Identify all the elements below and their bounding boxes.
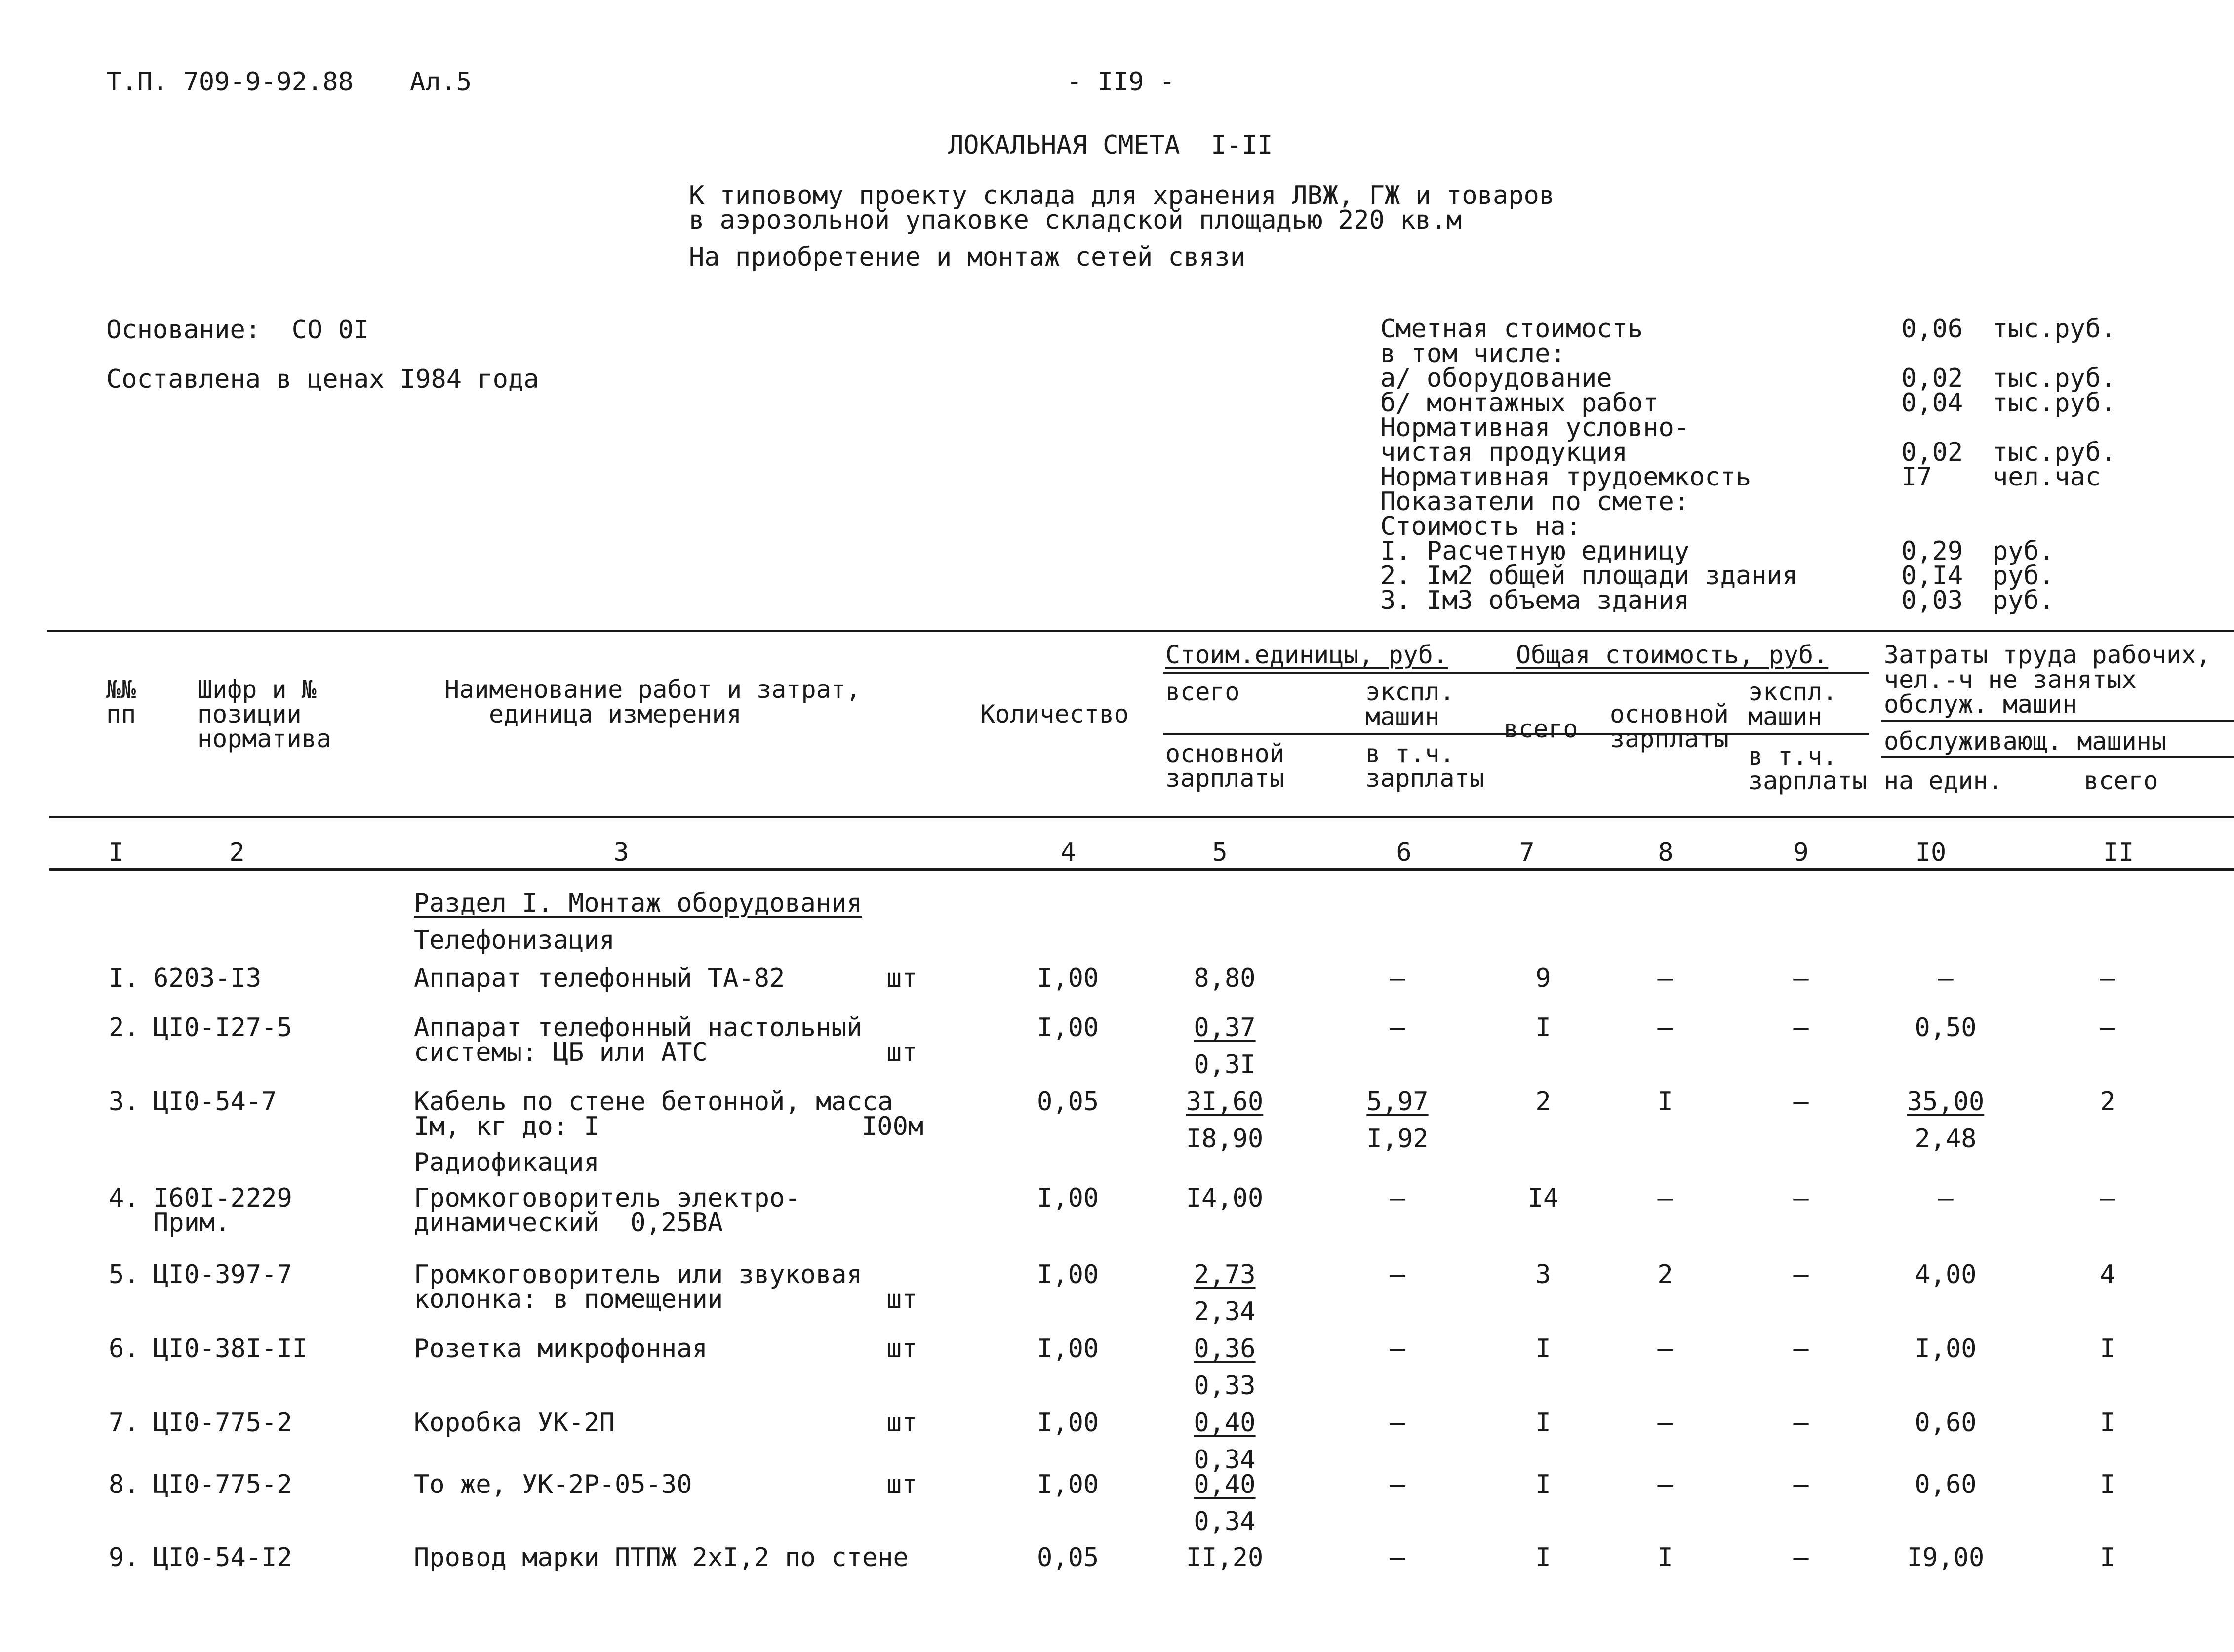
document-title: ЛОКАЛЬНАЯ СМЕТА I-II — [948, 130, 1273, 160]
row-machine-cost: – — [1390, 964, 1405, 993]
row-labor-machine: 2,48 — [1915, 1124, 1977, 1154]
row-total-machine: – — [1793, 964, 1809, 993]
summary-unit: тыс.руб. — [1993, 314, 2116, 344]
row-code: ЦI0-54-I2 — [153, 1543, 292, 1572]
row-number: 2. — [109, 1013, 140, 1043]
row-total-machine: – — [1793, 1470, 1809, 1499]
header-c11: всего — [2084, 766, 2158, 795]
row-total-machine: – — [1793, 1013, 1809, 1043]
row-total-wages: – — [1657, 1334, 1673, 1364]
row-total-machine: – — [1793, 1408, 1809, 1438]
row-unit: шт — [886, 964, 918, 993]
row-quantity: I,00 — [1037, 1334, 1099, 1364]
header-labor-3: обслуж. машин — [1884, 690, 2077, 719]
header-c9-bot-2: зарплаты — [1748, 766, 1867, 795]
row-unit-cost-wages: 0,34 — [1194, 1445, 1256, 1475]
summary-unit: тыс.руб. — [1993, 388, 2116, 418]
row-machine-wages: I,92 — [1366, 1124, 1429, 1154]
header-c7: всего — [1504, 715, 1578, 743]
summary-value: 0,I4 — [1901, 561, 1963, 591]
row-unit-cost-wages: I8,90 — [1186, 1124, 1264, 1154]
row-code: ЦI0-I27-5 — [153, 1013, 292, 1043]
row-total-cost: 9 — [1535, 964, 1551, 993]
row-labor-per-unit: 0,50 — [1915, 1013, 1977, 1043]
summary-label: Показатели по смете: — [1380, 487, 1690, 517]
header-code-2: позиции — [198, 700, 302, 728]
row-code: ЦI0-38I-II — [153, 1334, 308, 1364]
subtitle-line-2: в аэрозольной упаковке складской площадью 220 кв.м — [689, 205, 1462, 235]
summary-label: Сметная стоимость — [1380, 314, 1643, 344]
row-name: Розетка микрофонная — [414, 1334, 708, 1364]
column-number: I0 — [1915, 838, 1947, 867]
row-total-wages: I — [1657, 1087, 1673, 1117]
row-total-cost: I — [1535, 1470, 1551, 1499]
summary-label: I. Расчетную единицу — [1380, 536, 1690, 566]
row-quantity: I,00 — [1037, 1470, 1099, 1499]
column-number: 8 — [1658, 838, 1674, 867]
row-quantity: I,00 — [1037, 964, 1099, 993]
row-number: 6. — [109, 1334, 140, 1364]
header-labor-1: Затраты труда рабочих, — [1884, 641, 2211, 669]
row-quantity: I,00 — [1037, 1260, 1099, 1289]
row-unit: шт — [886, 1408, 918, 1438]
summary-value: 0,29 — [1901, 536, 1963, 566]
summary-value: 0,02 — [1901, 438, 1963, 467]
header-c9-top-1: экспл. — [1748, 678, 1837, 706]
header-code-1: Шифр и № — [198, 675, 317, 704]
row-unit-cost-total: 0,40 — [1194, 1470, 1256, 1499]
row-unit: шт — [886, 1038, 918, 1067]
row-number: 8. — [109, 1470, 140, 1499]
column-number: 9 — [1793, 838, 1809, 867]
header-quantity: Количество — [980, 700, 1129, 728]
header-c8-2: зарплаты — [1610, 725, 1729, 753]
summary-value: 0,03 — [1901, 586, 1963, 615]
row-labor-per-unit: – — [1938, 964, 1954, 993]
summary-unit: тыс.руб. — [1993, 363, 2116, 393]
row-code: 6203-I3 — [153, 964, 262, 993]
row-total-cost: I — [1535, 1543, 1551, 1572]
summary-label: чистая продукция — [1380, 438, 1628, 467]
summary-unit: руб. — [1993, 586, 2055, 615]
subsection-radio: Радиофикация — [414, 1148, 599, 1177]
header-c5-top: всего — [1165, 678, 1240, 706]
row-labor-total: 2 — [2100, 1087, 2115, 1117]
header-c6-bot-2: зарплаты — [1365, 764, 1484, 793]
row-quantity: 0,05 — [1037, 1543, 1099, 1572]
header-c6-bot-1: в т.ч. — [1365, 739, 1455, 768]
header-labor-2: чел.-ч не занятых — [1884, 665, 2137, 694]
row-total-wages: – — [1657, 1013, 1673, 1043]
row-number: 3. — [109, 1087, 140, 1117]
summary-unit: чел.час — [1993, 462, 2101, 492]
row-machine-cost: 5,97 — [1366, 1087, 1429, 1117]
row-quantity: I,00 — [1037, 1408, 1099, 1438]
section-title: Раздел I. Монтаж оборудования — [414, 888, 862, 918]
row-labor-per-unit: 35,00 — [1907, 1087, 1985, 1117]
row-labor-total: I — [2100, 1470, 2115, 1499]
row-name: динамический 0,25ВА — [414, 1208, 723, 1238]
summary-value: 0,06 — [1901, 314, 1963, 344]
row-name: Кабель по стене бетонной, масса — [414, 1087, 893, 1117]
row-total-wages: – — [1657, 1408, 1673, 1438]
row-labor-total: I — [2100, 1334, 2115, 1364]
column-numbers-rule — [49, 868, 2234, 871]
row-unit: шт — [886, 1470, 918, 1499]
row-name: системы: ЦБ или АТС — [414, 1038, 708, 1067]
row-unit-cost-total: 3I,60 — [1186, 1087, 1264, 1117]
summary-unit: тыс.руб. — [1993, 438, 2116, 467]
row-name: Провод марки ПТПЖ 2хI,2 по стене — [414, 1543, 909, 1572]
row-machine-cost: – — [1390, 1013, 1405, 1043]
row-unit-cost-total: 0,36 — [1194, 1334, 1256, 1364]
price-basis: Составлена в ценах I984 года — [106, 364, 539, 394]
header-labor-sub: обслуживающ. машины — [1884, 727, 2166, 756]
header-c6-top-1: экспл. — [1365, 678, 1455, 706]
row-quantity: I,00 — [1037, 1013, 1099, 1043]
summary-label: б/ монтажных работ — [1380, 388, 1659, 418]
header-c5-bot-2: зарплаты — [1165, 764, 1284, 793]
album-number: Ал.5 — [410, 67, 472, 97]
header-num-1: №№ — [106, 675, 136, 704]
row-total-cost: 3 — [1535, 1260, 1551, 1289]
summary-label: 3. Iм3 объема здания — [1380, 586, 1690, 615]
row-quantity: 0,05 — [1037, 1087, 1099, 1117]
subtitle-line-3: На приобретение и монтаж сетей связи — [689, 242, 1246, 272]
column-number: 3 — [613, 838, 629, 867]
row-number: 7. — [109, 1408, 140, 1438]
row-machine-cost: – — [1390, 1183, 1405, 1213]
header-num-2: пп — [106, 700, 136, 728]
row-total-machine: – — [1793, 1334, 1809, 1364]
labor-group-rule — [1881, 720, 2234, 722]
row-machine-cost: – — [1390, 1470, 1405, 1499]
row-total-cost: I — [1535, 1334, 1551, 1364]
summary-unit: руб. — [1993, 561, 2055, 591]
table-top-rule — [47, 630, 2234, 632]
column-number: 4 — [1060, 838, 1076, 867]
header-c5-bot-1: основной — [1165, 739, 1284, 768]
row-code: ЦI0-397-7 — [153, 1260, 292, 1289]
row-number: 9. — [109, 1543, 140, 1572]
summary-label: Нормативная условно- — [1380, 413, 1690, 443]
row-unit-cost-wages: 2,34 — [1194, 1297, 1256, 1327]
header-total-cost: Общая стоимость, руб. — [1516, 641, 1829, 669]
summary-label: в том числе: — [1380, 339, 1566, 368]
row-labor-total: 4 — [2100, 1260, 2115, 1289]
subsection-telephony: Телефонизация — [414, 926, 615, 955]
row-unit: шт — [886, 1334, 918, 1364]
row-labor-per-unit: – — [1938, 1183, 1954, 1213]
row-labor-per-unit: 0,60 — [1915, 1470, 1977, 1499]
row-labor-total: – — [2100, 964, 2115, 993]
summary-label: Нормативная трудоемкость — [1380, 462, 1752, 492]
row-labor-per-unit: 0,60 — [1915, 1408, 1977, 1438]
header-c10: на един. — [1884, 766, 2003, 795]
row-name: Громкоговоритель или звуковая — [414, 1260, 862, 1289]
row-name: Громкоговоритель электро- — [414, 1183, 800, 1213]
row-unit-cost-wages: 0,34 — [1194, 1507, 1256, 1536]
row-labor-total: I — [2100, 1408, 2115, 1438]
row-number: 5. — [109, 1260, 140, 1289]
basis: Основание: СО 0I — [106, 315, 369, 345]
row-unit-cost-wages: 0,33 — [1194, 1371, 1256, 1401]
row-machine-cost: – — [1390, 1334, 1405, 1364]
row-unit-cost-total: 8,80 — [1194, 964, 1256, 993]
row-total-cost: 2 — [1535, 1087, 1551, 1117]
row-total-wages: – — [1657, 964, 1673, 993]
row-total-wages: I — [1657, 1543, 1673, 1572]
header-name-1: Наименование работ и затрат, — [444, 675, 861, 704]
row-code-note: Прим. — [153, 1208, 231, 1238]
row-name: Аппарат телефонный настольный — [414, 1013, 862, 1043]
summary-value: I7 — [1901, 462, 1932, 492]
header-c9-top-2: машин — [1748, 702, 1823, 731]
header-bottom-rule — [49, 816, 2234, 818]
row-unit-cost-wages: 0,3I — [1194, 1050, 1256, 1080]
row-name: Аппарат телефонный ТА-82 — [414, 964, 785, 993]
row-code: ЦI0-775-2 — [153, 1470, 292, 1499]
row-total-wages: 2 — [1657, 1260, 1673, 1289]
row-number: 4. — [109, 1183, 140, 1213]
row-code: I60I-2229 — [153, 1183, 292, 1213]
row-unit-cost-total: 0,37 — [1194, 1013, 1256, 1043]
row-machine-cost: – — [1390, 1543, 1405, 1572]
row-total-wages: – — [1657, 1470, 1673, 1499]
row-unit-cost-total: I4,00 — [1186, 1183, 1264, 1213]
row-total-cost: I4 — [1527, 1183, 1559, 1213]
row-name: То же, УК-2Р-05-30 — [414, 1470, 692, 1499]
row-total-cost: I — [1535, 1408, 1551, 1438]
row-labor-total: I — [2100, 1543, 2115, 1572]
row-number: I. — [109, 964, 140, 993]
header-code-3: норматива — [198, 725, 331, 753]
column-number: 2 — [229, 838, 245, 867]
summary-label: Стоимость на: — [1380, 512, 1581, 541]
summary-unit: руб. — [1993, 536, 2055, 566]
row-unit: I00м — [862, 1112, 924, 1141]
header-c9-bot-1: в т.ч. — [1748, 742, 1837, 770]
column-number: 7 — [1519, 838, 1535, 867]
row-labor-per-unit: I9,00 — [1907, 1543, 1985, 1572]
row-total-machine: – — [1793, 1543, 1809, 1572]
row-labor-per-unit: I,00 — [1915, 1334, 1977, 1364]
row-labor-per-unit: 4,00 — [1915, 1260, 1977, 1289]
row-quantity: I,00 — [1037, 1183, 1099, 1213]
row-name: колонка: в помещении — [414, 1285, 723, 1314]
row-total-machine: – — [1793, 1087, 1809, 1117]
cost-group-rule — [1163, 672, 1869, 674]
row-labor-total: – — [2100, 1013, 2115, 1043]
row-machine-cost: – — [1390, 1408, 1405, 1438]
summary-label: 2. Iм2 общей площади здания — [1380, 561, 1798, 591]
row-machine-cost: – — [1390, 1260, 1405, 1289]
row-unit-cost-total: 2,73 — [1194, 1260, 1256, 1289]
row-total-machine: – — [1793, 1260, 1809, 1289]
labor-split-rule — [1881, 756, 2234, 758]
row-code: ЦI0-54-7 — [153, 1087, 277, 1117]
column-number: 5 — [1212, 838, 1228, 867]
summary-value: 0,04 — [1901, 388, 1963, 418]
row-labor-total: – — [2100, 1183, 2115, 1213]
row-unit-cost-total: 0,40 — [1194, 1408, 1256, 1438]
summary-label: а/ оборудование — [1380, 363, 1612, 393]
header-c6-top-2: машин — [1365, 702, 1440, 731]
document-code: Т.П. 709-9-92.88 — [106, 67, 354, 97]
header-unit-cost: Стоим.единицы, руб. — [1165, 641, 1448, 669]
summary-value: 0,02 — [1901, 363, 1963, 393]
column-number: 6 — [1396, 838, 1412, 867]
header-name-2: единица измерения — [489, 700, 742, 728]
subtitle-line-1: К типовому проекту склада для хранения ЛВЖ, ГЖ и товаров — [689, 181, 1555, 210]
row-code: ЦI0-775-2 — [153, 1408, 292, 1438]
page-number: - II9 - — [1067, 67, 1175, 97]
row-name: Iм, кг до: I — [414, 1112, 599, 1141]
header-c8-1: основной — [1610, 700, 1729, 728]
row-unit: шт — [886, 1285, 918, 1314]
row-unit-cost-total: II,20 — [1186, 1543, 1264, 1572]
row-total-cost: I — [1535, 1013, 1551, 1043]
row-total-machine: – — [1793, 1183, 1809, 1213]
column-number: II — [2103, 838, 2134, 867]
row-total-wages: – — [1657, 1183, 1673, 1213]
column-number: I — [108, 838, 124, 867]
row-name: Коробка УК-2П — [414, 1408, 615, 1438]
